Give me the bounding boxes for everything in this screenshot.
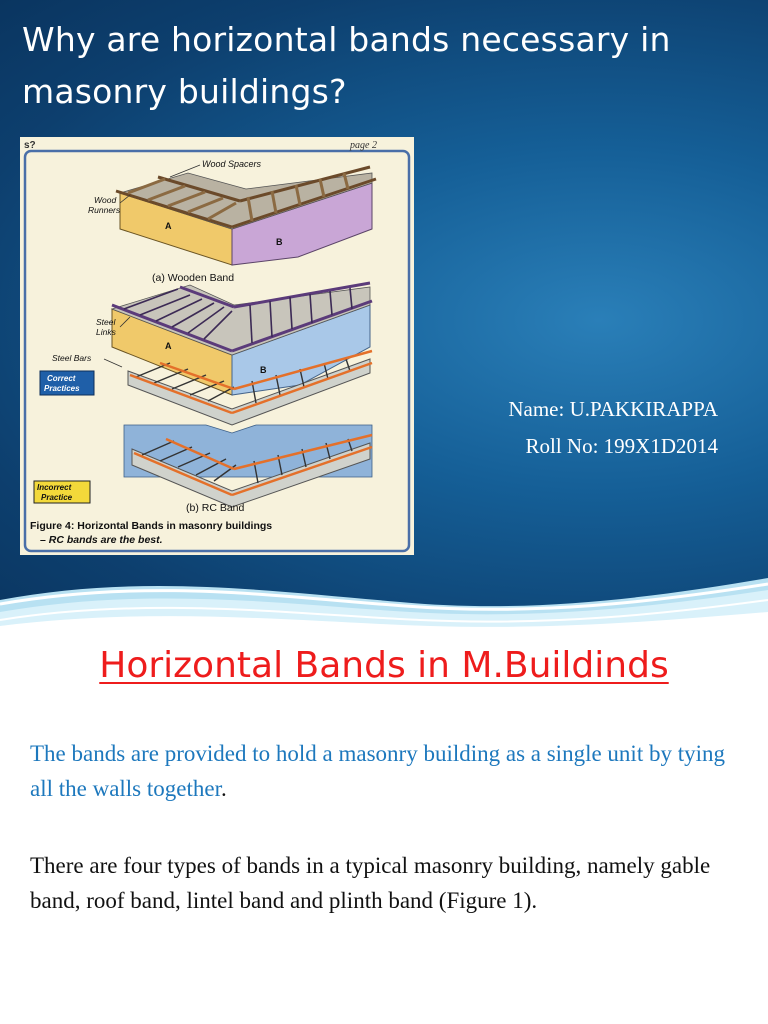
badge-correct-line1: Correct (47, 374, 76, 383)
decorative-wave (0, 560, 768, 640)
paragraph-bands-purpose-text: The bands are provided to hold a masonry building as a single unit by tying all the walls together (30, 741, 725, 801)
caption-wooden-band: (a) Wooden Band (152, 272, 235, 284)
paragraph-bands-purpose (30, 736, 730, 806)
figure-caption-main: Figure 4: Horizontal Bands in masonry buildings (30, 520, 273, 532)
label-wall-b-rc: B (260, 365, 267, 375)
figure-corner-label: s? (24, 140, 36, 151)
label-steel-bars: Steel Bars (52, 353, 92, 363)
label-steel-links-line1: Steel (96, 317, 116, 327)
badge-incorrect-line2: Practice (41, 493, 73, 502)
caption-rc-band: (b) RC Band (186, 502, 245, 514)
label-steel-links-line2: Links (96, 327, 116, 337)
wooden-band-drawing (88, 159, 376, 265)
horizontal-bands-figure (20, 137, 414, 555)
figure-caption-sub: – RC bands are the best. (40, 534, 163, 546)
label-wood-runners-line2: Runners (88, 205, 121, 215)
paragraph-band-types: There are four types of bands in a typical masonry building, namely gable band, roof band, lintel band and plinth band (Figure 1). (30, 853, 711, 913)
slide-2-title: Horizontal Bands in M.Buildinds (99, 645, 669, 686)
roll-number: Roll No: 199X1D2014 (525, 434, 718, 458)
author-block (508, 391, 718, 465)
label-wood-spacers: Wood Spacers (202, 159, 262, 169)
label-wall-a-rc: A (165, 341, 172, 351)
author-name: Name: U.PAKKIRAPPA (508, 397, 718, 421)
label-wall-b-wooden: B (276, 237, 283, 247)
badge-incorrect-line1: Incorrect (37, 483, 72, 492)
rc-band-incorrect-drawing (124, 425, 372, 507)
figure-page-label: page 2 (350, 140, 377, 151)
slide-1-title: Why are horizontal bands necessary in masonry buildings? (22, 20, 671, 111)
paragraph-bands-purpose-period: . (220, 776, 227, 801)
label-wood-runners-line1: Wood (94, 195, 117, 205)
badge-correct-line2: Practices (44, 384, 80, 393)
label-wall-a-wooden: A (165, 221, 172, 231)
slide-2 (0, 640, 768, 1024)
